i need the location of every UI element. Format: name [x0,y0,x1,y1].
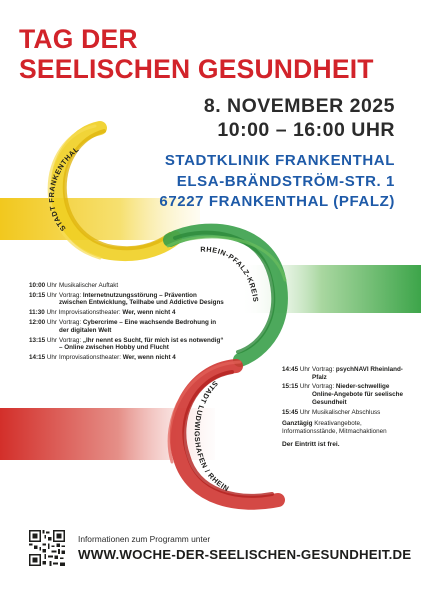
venue-address [159,151,395,213]
website-link[interactable]: WWW.WOCHE-DER-SEELISCHEN-GESUNDHEIT.DE [78,547,412,562]
program-time-unit: Uhr [299,383,311,391]
program-time: 14:45 [282,366,299,373]
arc-label-rhein-pfalz-kreis: RHEIN-PFALZ-KREIS [200,244,261,303]
venue-city: 67227 FRANKENTHAL (PFALZ) [159,193,395,210]
program-time-unit: Uhr [299,366,311,373]
program-time-unit: Uhr [46,282,58,289]
program-time: 12:00 [29,319,46,327]
program-title: Wer, wenn nicht 4 [122,354,176,362]
all-day-text: Kreativangebote, Informationsstände, Mitmachaktionen [282,420,387,435]
program-label: Vortrag: [59,319,82,327]
program-time-unit: Uhr [46,336,58,344]
program-item [282,409,407,417]
program-time-unit: Uhr [46,309,57,317]
program-label: Vortrag: [59,336,82,344]
program-time: 14:15 [29,354,46,362]
program-time-unit: Uhr [299,408,311,416]
event-date: 8. NOVEMBER 2025 [203,95,395,117]
all-day-label: Ganztägig [282,420,313,428]
entry-note: Der Eintritt ist frei. [282,441,340,449]
program-title: Internetnutzungsstörung – Prävention zwischen Entwicklung, Teilhabe und Addictive Designs [59,291,224,307]
arc-label-frankenthal: STADT FRANKENTHAL [46,144,81,234]
program-item [29,337,224,352]
program-item [29,309,224,317]
program-label: Vortrag: [59,291,82,299]
program-time-unit: Uhr [46,354,58,362]
program-label: Musikalischer Abschluss [312,408,381,416]
program-item [29,282,224,290]
program-label: Vortrag: [312,366,335,373]
program-left [29,282,224,364]
program-title: „Ihr nennt es Sucht, für mich ist es notwendig“ – Online zwischen Hobby und Flucht [59,336,224,352]
program-item [29,292,224,307]
program-item [29,354,224,362]
program-title: Cybercrime – Eine wachsende Bedrohung in der digitalen Welt [59,319,217,334]
program-time: 15:45 [282,408,299,416]
program-time: 11:30 [29,309,45,317]
program-label: Musikalischer Auftakt [59,282,119,289]
title-line-1: TAG DER [19,24,138,54]
program-label: Improvisationstheater: [58,309,121,317]
venue-street: ELSA-BRÄNDSTRÖM-STR. 1 [176,172,395,190]
footer-info-text: Informationen zum Programm unter [78,534,211,544]
program-item [282,366,407,381]
poster-title [19,24,374,84]
program-title: psychNAVI Rheinland-Pfalz [312,366,403,381]
venue-name: STADTKLINIK FRANKENTHAL [164,152,395,169]
program-title: Wer, wenn nicht 4 [122,309,176,317]
arc-label-ludwigshafen: STADT LUDWIGSHAFEN / RHEIN [192,379,231,494]
program-right [282,366,407,448]
program-time: 10:15 [29,291,46,299]
program-item [282,383,407,406]
program-time-unit: Uhr [46,291,58,299]
qr-code[interactable] [29,530,65,566]
program-time: 10:00 [29,282,46,289]
event-time: 10:00 – 16:00 UHR [217,119,395,141]
event-datetime [204,94,395,142]
program-label: Improvisationstheater: [59,354,121,362]
title-line-2: SEELISCHEN GESUNDHEIT [19,54,374,84]
program-time-unit: Uhr [46,319,58,327]
program-item [29,319,224,334]
program-time: 15:15 [282,383,299,391]
program-time: 13:15 [29,336,46,344]
program-label: Vortrag: [312,383,335,391]
program-title: Nieder-schwellige Online-Angebote für seelische Gesundheit [312,383,403,406]
all-day-info [282,420,407,435]
